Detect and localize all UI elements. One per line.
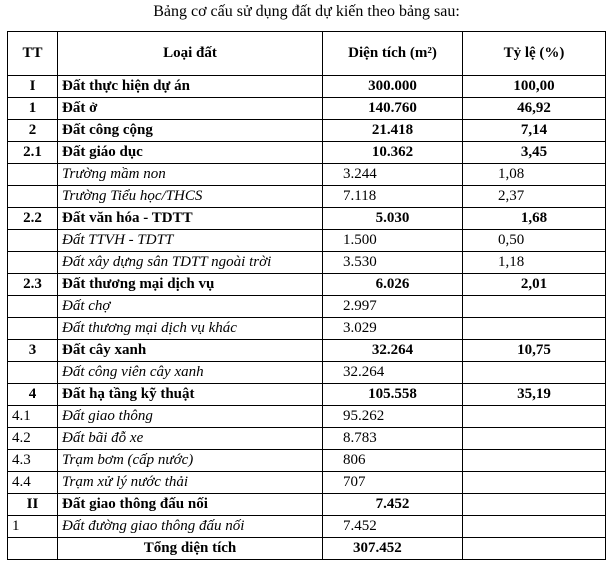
row-ratio-cell: [463, 406, 606, 428]
table-row: [8, 362, 606, 384]
row-land-type-cell: Đất bãi đỗ xe: [58, 428, 323, 450]
total-row: [8, 538, 606, 560]
header-land-type: Loại đất: [58, 32, 323, 76]
row-tt-cell: 1: [8, 98, 58, 120]
land-use-table: [7, 31, 606, 560]
row-tt-cell: [8, 164, 58, 186]
row-land-type-cell: Trạm bơm (cấp nước): [58, 450, 323, 472]
row-ratio-cell: [463, 472, 606, 494]
total-label: Tổng diện tích: [58, 538, 323, 560]
row-area-cell: 3.530: [323, 252, 463, 274]
row-area-cell: 3.029: [323, 318, 463, 340]
row-ratio-cell: 35,19: [463, 384, 606, 406]
row-tt-cell: 1: [8, 516, 58, 538]
row-land-type-cell: Đất văn hóa - TDTT: [58, 208, 323, 230]
row-tt-cell: II: [8, 494, 58, 516]
row-ratio-cell: 100,00: [463, 76, 606, 98]
row-area-cell: 105.558: [323, 384, 463, 406]
row-area-cell: 2.997: [323, 296, 463, 318]
row-land-type-cell: Trạm xử lý nước thải: [58, 472, 323, 494]
row-tt-cell: 3: [8, 340, 58, 362]
total-area: 307.452: [323, 538, 463, 560]
header-tt: TT: [8, 32, 58, 76]
row-tt-cell: 4.4: [8, 472, 58, 494]
row-ratio-cell: [463, 494, 606, 516]
row-ratio-cell: 46,92: [463, 98, 606, 120]
header-area: Diện tích (m²): [323, 32, 463, 76]
row-ratio-cell: 10,75: [463, 340, 606, 362]
table-row: [8, 252, 606, 274]
row-tt-cell: 2.3: [8, 274, 58, 296]
table-header-row: [8, 32, 606, 76]
row-area-cell: 32.264: [323, 340, 463, 362]
row-tt-cell: 4.1: [8, 406, 58, 428]
row-ratio-cell: [463, 428, 606, 450]
table-row: [8, 164, 606, 186]
row-land-type-cell: Đất công cộng: [58, 120, 323, 142]
row-land-type-cell: Đất TTVH - TDTT: [58, 230, 323, 252]
row-land-type-cell: Đất chợ: [58, 296, 323, 318]
row-area-cell: 3.244: [323, 164, 463, 186]
table-row: [8, 450, 606, 472]
row-ratio-cell: 1,68: [463, 208, 606, 230]
row-area-cell: 7.452: [323, 494, 463, 516]
row-tt-cell: I: [8, 76, 58, 98]
table-row: [8, 472, 606, 494]
row-land-type-cell: Đất cây xanh: [58, 340, 323, 362]
row-tt-cell: 4.3: [8, 450, 58, 472]
row-area-cell: 7.452: [323, 516, 463, 538]
table-row: [8, 296, 606, 318]
row-area-cell: 10.362: [323, 142, 463, 164]
row-land-type-cell: Đất hạ tầng kỹ thuật: [58, 384, 323, 406]
row-ratio-cell: 7,14: [463, 120, 606, 142]
row-tt-cell: [8, 230, 58, 252]
table-row: [8, 428, 606, 450]
row-ratio-cell: 1,08: [463, 164, 606, 186]
row-ratio-cell: [463, 516, 606, 538]
table-row: [8, 516, 606, 538]
table-row: [8, 186, 606, 208]
row-tt-cell: 4.2: [8, 428, 58, 450]
row-ratio-cell: [463, 318, 606, 340]
table-row: [8, 230, 606, 252]
row-tt-cell: [8, 296, 58, 318]
table-body: [8, 76, 606, 538]
row-tt-cell: 2.1: [8, 142, 58, 164]
table-row: [8, 120, 606, 142]
table-row: [8, 208, 606, 230]
row-tt-cell: [8, 318, 58, 340]
row-ratio-cell: 1,18: [463, 252, 606, 274]
table-row: [8, 494, 606, 516]
row-land-type-cell: Trường Tiểu học/THCS: [58, 186, 323, 208]
table-caption: Bảng cơ cấu sử dụng đất dự kiến theo bảng sau:: [153, 3, 460, 20]
row-area-cell: 7.118: [323, 186, 463, 208]
row-tt-cell: [8, 362, 58, 384]
row-area-cell: 1.500: [323, 230, 463, 252]
row-land-type-cell: Trường mầm non: [58, 164, 323, 186]
row-ratio-cell: 2,01: [463, 274, 606, 296]
table-row: [8, 406, 606, 428]
table-row: [8, 340, 606, 362]
row-area-cell: 32.264: [323, 362, 463, 384]
row-land-type-cell: Đất giao thông: [58, 406, 323, 428]
table-row: [8, 98, 606, 120]
row-area-cell: 707: [323, 472, 463, 494]
row-land-type-cell: Đất giao thông đấu nối: [58, 494, 323, 516]
table-row: [8, 318, 606, 340]
table-row: [8, 274, 606, 296]
header-ratio: Tỷ lệ (%): [463, 32, 606, 76]
row-tt-cell: [8, 186, 58, 208]
row-land-type-cell: Đất công viên cây xanh: [58, 362, 323, 384]
row-land-type-cell: Đất đường giao thông đấu nối: [58, 516, 323, 538]
row-ratio-cell: 0,50: [463, 230, 606, 252]
row-land-type-cell: Đất giáo dục: [58, 142, 323, 164]
row-tt-cell: [8, 252, 58, 274]
row-area-cell: 95.262: [323, 406, 463, 428]
table-row: [8, 76, 606, 98]
total-ratio-cell: [463, 538, 606, 560]
row-land-type-cell: Đất xây dựng sân TDTT ngoài trời: [58, 252, 323, 274]
row-ratio-cell: [463, 450, 606, 472]
total-tt-cell: [8, 538, 58, 560]
row-area-cell: 6.026: [323, 274, 463, 296]
row-ratio-cell: [463, 362, 606, 384]
table-row: [8, 142, 606, 164]
row-area-cell: 5.030: [323, 208, 463, 230]
row-land-type-cell: Đất thực hiện dự án: [58, 76, 323, 98]
row-tt-cell: 2.2: [8, 208, 58, 230]
row-ratio-cell: 3,45: [463, 142, 606, 164]
row-area-cell: 8.783: [323, 428, 463, 450]
row-ratio-cell: 2,37: [463, 186, 606, 208]
row-area-cell: 21.418: [323, 120, 463, 142]
row-land-type-cell: Đất ở: [58, 98, 323, 120]
row-area-cell: 300.000: [323, 76, 463, 98]
row-tt-cell: 2: [8, 120, 58, 142]
row-area-cell: 806: [323, 450, 463, 472]
row-land-type-cell: Đất thương mại dịch vụ khác: [58, 318, 323, 340]
row-land-type-cell: Đất thương mại dịch vụ: [58, 274, 323, 296]
row-tt-cell: 4: [8, 384, 58, 406]
row-area-cell: 140.760: [323, 98, 463, 120]
table-row: [8, 384, 606, 406]
row-ratio-cell: [463, 296, 606, 318]
